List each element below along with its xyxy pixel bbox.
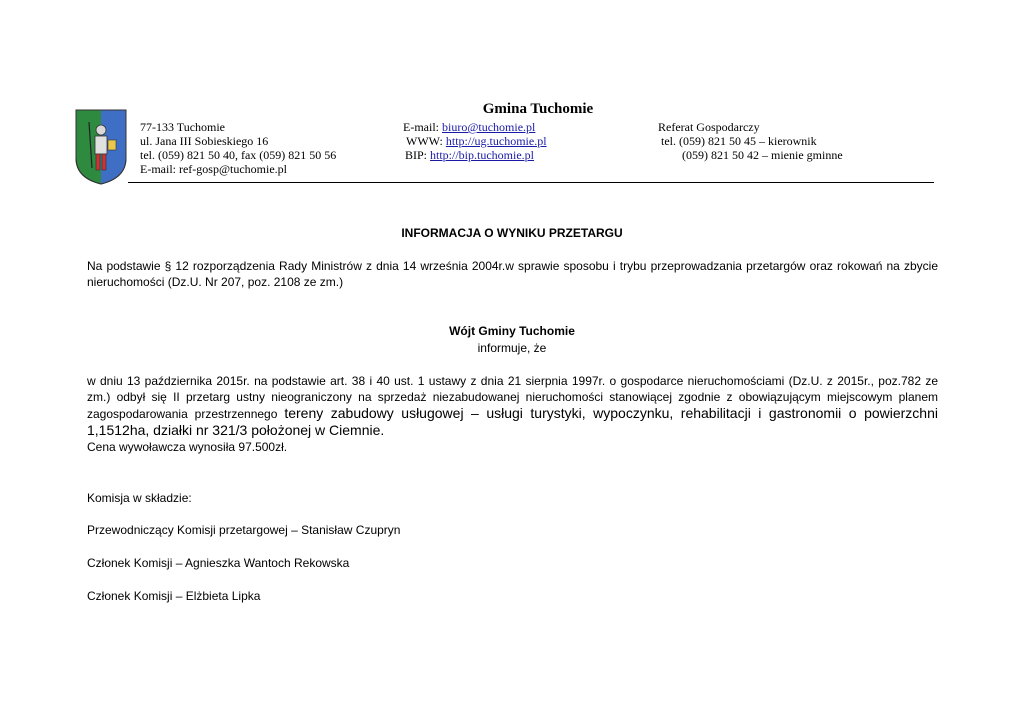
main-paragraph: [87, 373, 938, 455]
committee-chair: Przewodniczący Komisji przetargowej – Stanisław Czupryn: [87, 523, 401, 537]
department-block: [658, 120, 843, 162]
intro-paragraph: Na podstawie § 12 rozporządzenia Rady Ministrów z dnia 14 września 2004r.w sprawie sposobu i trybu przeprowadzania przetargów oraz rokowań na zbycie nieruchomości (Dz.U. Nr 207, poz. 2108 ze zm.): [87, 259, 938, 289]
department-name: Referat Gospodarczy: [658, 120, 760, 134]
email-link[interactable]: biuro@tuchomie.pl: [442, 120, 536, 134]
header-divider: [128, 182, 934, 183]
main-paragraph-part1: w dniu 13 października 2015r. na podstawie art. 38 i 40 ust. 1 ustawy z dnia 21 sierpnia 1997r. o gospodarce nieruchomościami (Dz.U. z 2015r., poz.782 ze zm.) odbył się II przetarg ustny nieograniczony na sprzedaż niezabudowanej nieruchomości stanowiącej zgodnie z obowiązującym miejscowym planem zagospodarowania przestrzennego: [87, 374, 938, 421]
authority-heading: Wójt Gminy Tuchomie: [449, 324, 575, 338]
document-title: INFORMACJA O WYNIKU PRZETARGU: [401, 226, 623, 240]
address-block: [140, 120, 336, 176]
main-paragraph-part2: tereny zabudowy usługowej – usługi turystyki, wypoczynku, rehabilitacji i gastronomii o powierzchni 1,1512ha, działki nr 321/3 położonej w Ciemnie.: [87, 405, 938, 438]
committee-heading: Komisja w składzie:: [87, 491, 192, 505]
www-line: [403, 134, 547, 148]
committee-member: Członek Komisji – Elżbieta Lipka: [87, 589, 261, 603]
committee-member: Członek Komisji – Agnieszka Wantoch Rekowska: [87, 556, 350, 570]
starting-price: Cena wywoławcza wynosiła 97.500zł.: [87, 440, 288, 454]
phone-fax: tel. (059) 821 50 40, fax (059) 821 50 56: [140, 148, 337, 162]
informs-line: informuje, że: [477, 341, 547, 355]
bip-label: BIP:: [405, 148, 431, 162]
email-label: E-mail:: [403, 120, 442, 134]
department-phone-2: (059) 821 50 42 – mienie gminne: [682, 148, 843, 162]
www-link[interactable]: http://ug.tuchomie.pl: [445, 134, 547, 148]
bip-link[interactable]: http://bip.tuchomie.pl: [430, 148, 535, 162]
www-label: WWW:: [406, 134, 446, 148]
street-address: ul. Jana III Sobieskiego 16: [140, 134, 269, 148]
org-name: Gmina Tuchomie: [482, 101, 594, 117]
dept-email: E-mail: ref-gosp@tuchomie.pl: [140, 162, 288, 176]
contact-block: [403, 120, 547, 162]
department-phone-1: tel. (059) 821 50 45 – kierownik: [661, 134, 817, 148]
bip-line: [403, 148, 547, 162]
coat-of-arms-icon: [74, 108, 128, 186]
postal-address: 77-133 Tuchomie: [140, 120, 226, 134]
email-line: [403, 120, 547, 134]
